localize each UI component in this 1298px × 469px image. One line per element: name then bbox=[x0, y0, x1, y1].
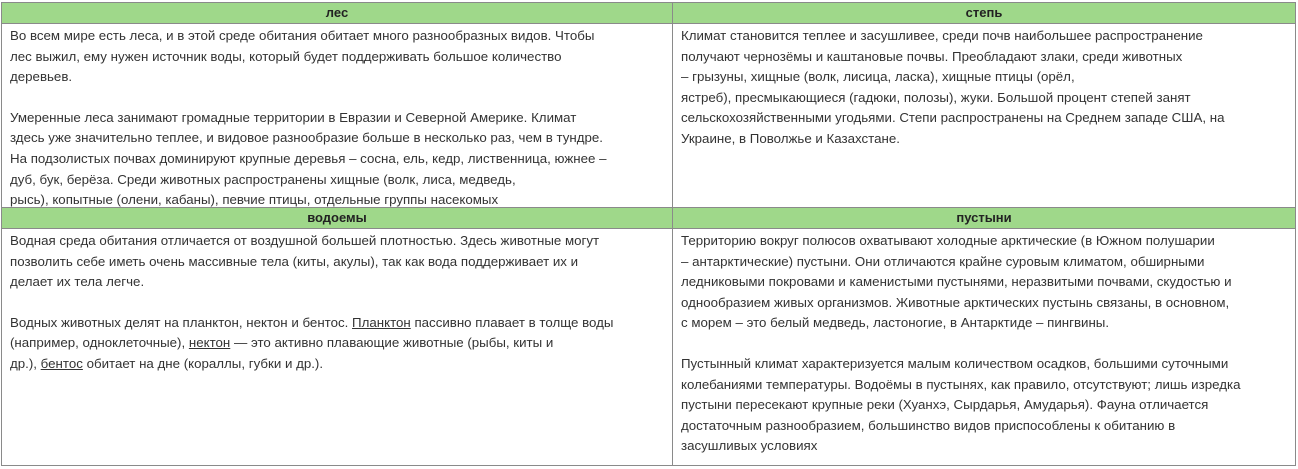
water-text-line bbox=[10, 354, 664, 375]
deserts-text-line: Территорию вокруг полюсов охватывают холодные арктические (в Южном полушарии bbox=[681, 233, 1215, 248]
forest-text-line: На подзолистых почвах доминируют крупные деревья – сосна, ель, кедр, лиственница, южнее – bbox=[10, 150, 607, 166]
forest-text-line: Во всем мире есть леса, и в этой среде обитания обитает много разнообразных видов. Чтобы bbox=[10, 28, 595, 43]
forest-text-line: Умеренные леса занимают громадные территории в Евразии и Северной Америке. Климат bbox=[10, 109, 577, 125]
biomes-table bbox=[1, 2, 1296, 466]
water-text-fragment: Водных животных делят на планктон, нектон и бентос. bbox=[10, 314, 353, 330]
forest-text-line: рысь), копытные (олени, кабаны), певчие птицы, отдельные группы насекомых bbox=[10, 192, 499, 208]
forest-cell bbox=[1, 23, 673, 208]
deserts-cell bbox=[672, 228, 1296, 466]
water-text-fragment: обитает на дне (кораллы, губки и др.). bbox=[82, 355, 324, 371]
water-text-line bbox=[10, 333, 664, 354]
water-text-fragment: — это активно плавающие животные (рыбы, киты и bbox=[230, 335, 554, 351]
water-text-fragment: (например, одноклеточные), bbox=[10, 335, 189, 351]
forest-text-line: деревьев. bbox=[10, 69, 73, 85]
deserts-text-line: достаточным разнообразием, большинство видов приспособлены к обитанию в bbox=[681, 417, 1176, 433]
deserts-text-line: с морем – это белый медведь, ластоногие, в Антарктиде – пингвины. bbox=[681, 315, 1110, 331]
forest-text-line: дуб, бук, берёза. Среди животных распространены хищные (волк, лиса, медведь, bbox=[10, 171, 516, 187]
term-nekton: нектон bbox=[188, 335, 231, 351]
water-text-fragment: пассивно плавает в толще воды bbox=[410, 314, 614, 330]
term-plankton: Планктон bbox=[352, 314, 411, 330]
header-deserts: пустыни bbox=[672, 207, 1296, 229]
steppe-text-line: Климат становится теплее и засушливее, среди почв наибольшее распространение bbox=[681, 28, 1203, 43]
steppe-text-line: Украине, в Поволжье и Казахстане. bbox=[681, 130, 900, 146]
forest-text-line: лес выжил, ему нужен источник воды, который будет поддерживать большое количество bbox=[10, 48, 562, 64]
steppe-text-line: сельскохозяйственными угодьями. Степи распространены на Среднем западе США, на bbox=[681, 110, 1225, 126]
water-text-line bbox=[10, 313, 664, 334]
deserts-text-line: – антарктические) пустыни. Они отличаются крайне суровым климатом, обширными bbox=[681, 253, 1205, 269]
deserts-text-line: колебаниями температуры. Водоёмы в пустынях, как правило, отсутствуют; лишь изредка bbox=[681, 376, 1241, 392]
water-text-line: позволить себе иметь очень массивные тела (киты, акулы), так как вода поддерживает их и bbox=[10, 253, 579, 269]
steppe-text-line: – грызуны, хищные (волк, лисица, ласка), хищные птицы (орёл, bbox=[681, 69, 1075, 85]
header-forest: лес bbox=[1, 2, 673, 24]
deserts-text-line: ледниковыми покровами и каменистыми пустынями, неразвитыми почвами, скудостью и bbox=[681, 274, 1232, 290]
header-steppe: степь bbox=[672, 2, 1296, 24]
header-water: водоемы bbox=[1, 207, 673, 229]
steppe-text-line: ястреб), пресмыкающиеся (гадюки, полозы), жуки. Большой процент степей занят bbox=[681, 89, 1191, 105]
steppe-text-line: получают чернозёмы и каштановые почвы. Преобладают злаки, среди животных bbox=[681, 48, 1183, 64]
water-text-line: Водная среда обитания отличается от воздушной большей плотностью. Здесь животные могут bbox=[10, 233, 600, 248]
deserts-text-line: однообразием живых организмов. Животные арктических пустынь связаны, в основном, bbox=[681, 294, 1230, 310]
forest-text-line: здесь уже значительно теплее, и видовое разнообразие больше в несколько раз, чем в тундре. bbox=[10, 130, 603, 146]
deserts-text-line: пустыни пересекают крупные реки (Хуанхэ, Сырдарья, Амударья). Фауна отличается bbox=[681, 397, 1209, 413]
steppe-cell bbox=[672, 23, 1296, 208]
deserts-text-line: Пустынный климат характеризуется малым количеством осадков, большими суточными bbox=[681, 355, 1229, 371]
water-text-fragment: др.), bbox=[10, 355, 41, 371]
deserts-text-line: засушливых условиях bbox=[681, 438, 818, 454]
term-benthos: бентос bbox=[40, 355, 83, 371]
water-text-line: делает их тела легче. bbox=[10, 274, 145, 290]
water-cell bbox=[1, 228, 673, 466]
